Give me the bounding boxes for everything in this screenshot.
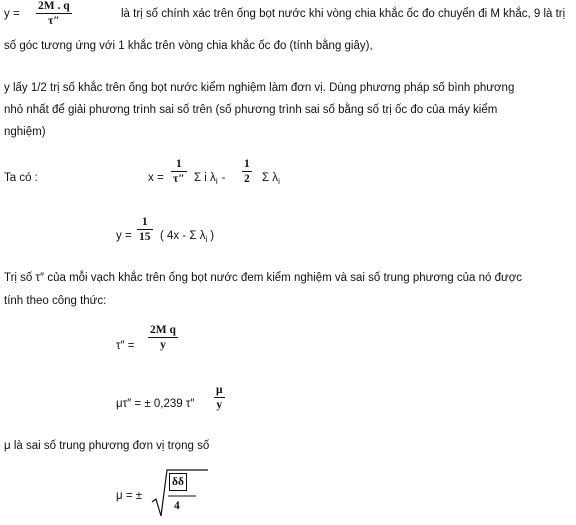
- eqx-minus: -: [221, 172, 226, 184]
- eqfinal-lhs: μ = ±: [116, 490, 143, 502]
- eqx-f1-num: 1: [175, 158, 182, 170]
- eqx-fraction1: [171, 158, 187, 185]
- eqx-mid: [194, 172, 225, 186]
- eqmu-lhs: μτ″ = ± 0,239 τ″: [116, 398, 195, 410]
- eqx-sub2: i: [278, 177, 280, 186]
- eqx-lhs: x =: [148, 172, 164, 184]
- para1-line2: số góc tương ứng với 1 khắc trên vòng chia khắc ốc đo (tính bằng giây),: [4, 40, 373, 52]
- eqtau-fraction: [148, 324, 178, 351]
- eq1-text: là trị số chính xác trên ống bọt nước khi vòng chia khắc ốc đo chuyển đi M khắc, 9 là trị: [121, 8, 566, 20]
- para3-line2: tính theo công thức:: [4, 295, 107, 307]
- eqtau-den: y: [160, 339, 166, 351]
- eqy-close: ): [210, 230, 215, 242]
- eqx-fraction2: [242, 158, 252, 185]
- eqy-tail: [160, 230, 214, 244]
- eqx-f2-den: 2: [244, 173, 250, 185]
- eqx-f2-num: 1: [244, 158, 250, 170]
- fraction-bar: [148, 337, 178, 338]
- eqmu-num: μ: [216, 384, 223, 396]
- eqy-num: 1: [141, 216, 148, 228]
- taco-label: Ta có :: [4, 172, 38, 184]
- eqmu-fraction: [214, 384, 225, 411]
- fraction-bar: [214, 397, 225, 398]
- para3-line1: Trị số τ″ của mỗi vạch khắc trên ống bọt nước đem kiểm nghiệm và sai số trung phương của nó được: [4, 272, 522, 284]
- eqtau-num: 2M q: [150, 324, 176, 336]
- fraction-bar: [171, 171, 187, 172]
- eqx-mid-text: Σ i λ: [194, 172, 216, 184]
- para2-line1: y lấy 1/2 trị số khắc trên ống bọt nước kiểm nghiệm làm đơn vị. Dùng phương pháp số bình phương: [4, 82, 515, 94]
- eqy-fraction: [137, 216, 153, 243]
- eqx-sub1: i: [215, 177, 218, 186]
- eq1-numerator: 2M . q: [38, 0, 70, 12]
- eq1-lhs: y =: [4, 8, 20, 20]
- eqx-tail-text: Σ λ: [262, 172, 279, 184]
- eqfinal-den: 4: [174, 500, 180, 512]
- eqy-lhs: y =: [116, 230, 132, 242]
- fraction-bar: [36, 13, 72, 14]
- eqy-sub: i: [205, 235, 208, 244]
- para4-text: μ là sai số trung phương đơn vị trọng số: [4, 440, 210, 452]
- fraction-bar: [242, 171, 252, 172]
- eqmu-den: y: [216, 399, 223, 411]
- eqx-tail: [262, 172, 280, 186]
- para2-line2: nhỏ nhất để giải phương trình sai số trên (số phương trình sai số bằng số trị ốc đo của máy kiểm: [4, 104, 498, 116]
- eqy-tail-text: ( 4x - Σ λ: [160, 230, 206, 242]
- eq1-denominator: τ″: [47, 15, 60, 27]
- eqfinal-inner: δδ: [169, 473, 187, 491]
- fraction-bar: [137, 229, 153, 230]
- eqtau-lhs: τ″ =: [116, 340, 135, 352]
- para2-line3: nghiệm): [4, 126, 46, 138]
- eq1-fraction: [36, 0, 72, 27]
- eqx-f1-den: τ″: [173, 173, 185, 185]
- eqy-den: 15: [139, 231, 151, 243]
